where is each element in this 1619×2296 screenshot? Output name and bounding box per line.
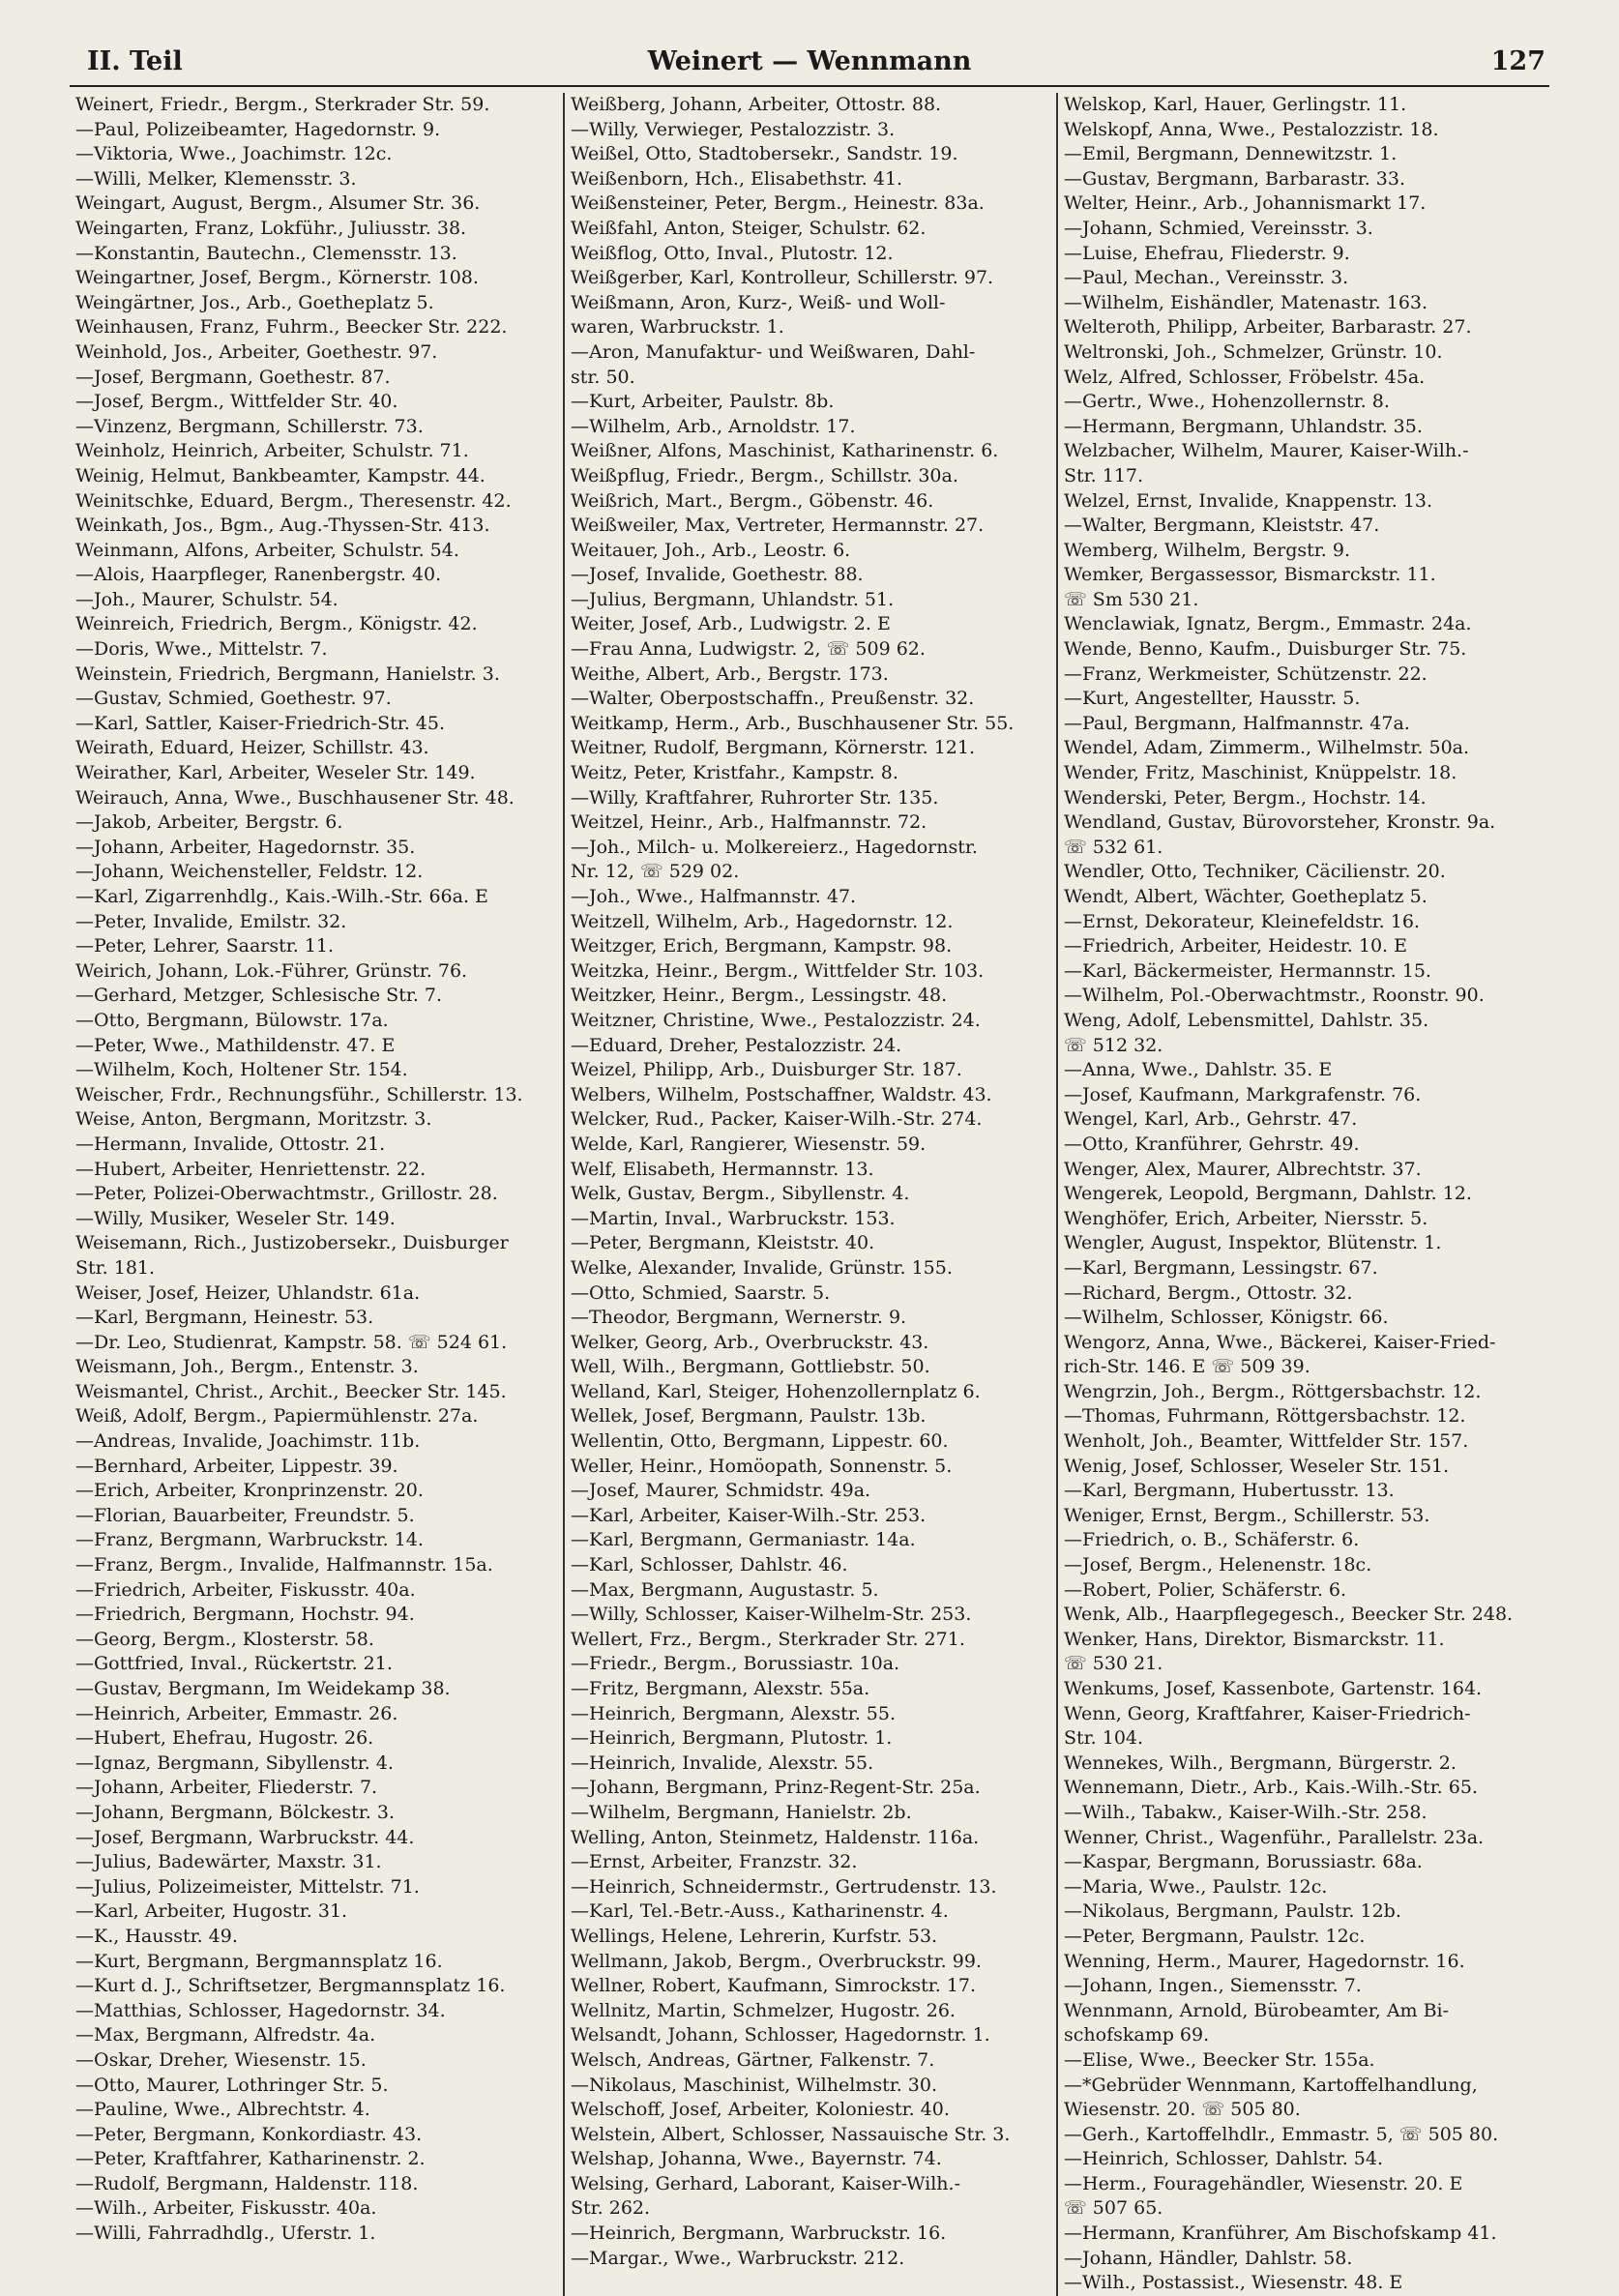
directory-entry: Welstein, Albert, Schlosser, Nassauische Str. 3. bbox=[571, 2123, 1011, 2145]
directory-entry: Wendland, Gustav, Bürovorsteher, Kronstr. 9a. bbox=[1064, 811, 1496, 834]
directory-entry: —Herm., Fouragehändler, Wiesenstr. 20. E bbox=[1064, 2172, 1463, 2194]
directory-entry: Welland, Karl, Steiger, Hohenzollernplatz 6. bbox=[571, 1380, 981, 1402]
directory-entry: —Georg, Bergm., Klosterstr. 58. bbox=[75, 1628, 374, 1650]
directory-entry: Welschoff, Josef, Arbeiter, Koloniestr. 40. bbox=[571, 2099, 950, 2121]
directory-entry: —Konstantin, Bautechn., Clemensstr. 13. bbox=[75, 242, 457, 264]
directory-entry: Weinstein, Friedrich, Bergmann, Hanielstr. 3. bbox=[75, 662, 500, 685]
directory-entry: —Otto, Maurer, Lothringer Str. 5. bbox=[75, 2074, 389, 2096]
directory-entry: —Thomas, Fuhrmann, Röttgersbachstr. 12. bbox=[1064, 1405, 1466, 1428]
directory-entry: Wellek, Josef, Bergmann, Paulstr. 13b. bbox=[571, 1405, 927, 1428]
page-number: 127 bbox=[1490, 46, 1545, 76]
directory-entry: Weitzka, Heinr., Bergm., Wittfelder Str. 103. bbox=[571, 959, 985, 982]
directory-entry: —Ignaz, Bergmann, Sibyllenstr. 4. bbox=[75, 1751, 394, 1774]
directory-entry: ☏ 507 65. bbox=[1064, 2197, 1163, 2220]
directory-entry: Weißner, Alfons, Maschinist, Katharinenstr. 6. bbox=[571, 440, 999, 462]
directory-entry: Welde, Karl, Rangierer, Wiesenstr. 59. bbox=[571, 1133, 927, 1155]
directory-entry: Str. 117. bbox=[1064, 464, 1144, 486]
directory-entry: —Joh., Wwe., Halfmannstr. 47. bbox=[571, 886, 857, 907]
directory-entry: —Kurt, Angestellter, Hausstr. 5. bbox=[1064, 688, 1361, 710]
directory-entry: —Peter, Kraftfahrer, Katharinenstr. 2. bbox=[75, 2148, 426, 2170]
part-label: II. Teil bbox=[87, 46, 183, 76]
directory-entry: Welteroth, Philipp, Arbeiter, Barbarastr. 27. bbox=[1064, 316, 1472, 339]
directory-entry: —Erich, Arbeiter, Kronprinzenstr. 20. bbox=[75, 1480, 424, 1502]
directory-entry: —Karl, Arbeiter, Hugostr. 31. bbox=[75, 1900, 348, 1923]
directory-entry: —Johann, Weichensteller, Feldstr. 12. bbox=[75, 861, 424, 883]
directory-entry: Wellings, Helene, Lehrerin, Kurfstr. 53. bbox=[571, 1925, 938, 1947]
directory-entry: Wenk, Alb., Haarpflegegesch., Beecker Str. 248. bbox=[1064, 1604, 1514, 1626]
directory-entry: Weißberg, Johann, Arbeiter, Ottostr. 88. bbox=[571, 94, 942, 115]
directory-entry: —Luise, Ehefrau, Fliederstr. 9. bbox=[1064, 242, 1350, 264]
directory-entry: Wenker, Hans, Direktor, Bismarckstr. 11. bbox=[1064, 1628, 1445, 1650]
directory-entry: —Gustav, Bergmann, Barbarastr. 33. bbox=[1064, 167, 1405, 190]
directory-entry: —Friedrich, Arbeiter, Fiskusstr. 40a. bbox=[75, 1578, 416, 1601]
directory-entry: —Paul, Bergmann, Halfmannstr. 47a. bbox=[1064, 712, 1410, 734]
directory-entry: —Peter, Polizei-Oberwachtmstr., Grillostr. 28. bbox=[75, 1183, 498, 1205]
directory-entry: ☏ 512 32. bbox=[1064, 1034, 1163, 1056]
directory-entry: Weinhold, Jos., Arbeiter, Goethestr. 97. bbox=[75, 340, 438, 363]
directory-entry: —Wilh., Arbeiter, Fiskusstr. 40a. bbox=[75, 2197, 377, 2220]
directory-entry: Weithe, Albert, Arb., Bergstr. 173. bbox=[571, 662, 889, 685]
directory-entry: Weinkath, Jos., Bgm., Aug.-Thyssen-Str. 413. bbox=[75, 515, 490, 537]
directory-entry: —Peter, Bergmann, Paulstr. 12c. bbox=[1064, 1925, 1366, 1947]
directory-entry: Weniger, Ernst, Bergm., Schillerstr. 53. bbox=[1064, 1504, 1430, 1526]
directory-entry: Weiß, Adolf, Bergm., Papiermühlenstr. 27a. bbox=[75, 1405, 479, 1428]
directory-entry: —Robert, Polier, Schäferstr. 6. bbox=[1064, 1578, 1347, 1601]
directory-entry: —Johann, Bergmann, Bölckestr. 3. bbox=[75, 1801, 395, 1823]
directory-entry: Weiser, Josef, Heizer, Uhlandstr. 61a. bbox=[75, 1281, 421, 1304]
directory-entry: —Margar., Wwe., Warbruckstr. 212. bbox=[571, 2247, 905, 2269]
directory-entry: —Wilh., Tabakw., Kaiser-Wilh.-Str. 258. bbox=[1064, 1801, 1428, 1823]
directory-entry: —Martin, Inval., Warbruckstr. 153. bbox=[571, 1207, 896, 1229]
column-middle bbox=[563, 93, 1056, 2296]
directory-entry: —Karl, Zigarrenhdlg., Kais.-Wilh.-Str. 66a. E bbox=[75, 886, 488, 907]
directory-entry: Weinmann, Alfons, Arbeiter, Schulstr. 54. bbox=[75, 539, 459, 561]
directory-entry: Wenderski, Peter, Bergm., Hochstr. 14. bbox=[1064, 786, 1427, 809]
name-range-heading: Weinert — Wennmann bbox=[647, 46, 972, 76]
directory-entry: —*Gebrüder Wennmann, Kartoffelhandlung, bbox=[1064, 2074, 1478, 2096]
directory-entry: Wendel, Adam, Zimmerm., Wilhelmstr. 50a. bbox=[1064, 737, 1470, 759]
directory-entry: —Friedr., Bergm., Borussiastr. 10a. bbox=[571, 1653, 900, 1675]
directory-entry: —Kaspar, Bergmann, Borussiastr. 68a. bbox=[1064, 1851, 1423, 1873]
directory-entry: —Hermann, Kranführer, Am Bischofskamp 41. bbox=[1064, 2222, 1497, 2245]
directory-entry: Wennmann, Arnold, Bürobeamter, Am Bi- bbox=[1064, 1999, 1450, 2021]
directory-entry: —Wilhelm, Pol.-Oberwachtmstr., Roonstr. 90. bbox=[1064, 985, 1485, 1007]
directory-entry: Welker, Georg, Arb., Overbruckstr. 43. bbox=[571, 1331, 929, 1353]
directory-entry: —Julius, Badewärter, Maxstr. 31. bbox=[75, 1851, 382, 1873]
directory-entry: Wenkums, Josef, Kassenbote, Gartenstr. 164. bbox=[1064, 1678, 1483, 1699]
directory-entry: Weirather, Karl, Arbeiter, Weseler Str. 149. bbox=[75, 762, 476, 784]
directory-entry: —Andreas, Invalide, Joachimstr. 11b. bbox=[75, 1430, 421, 1453]
directory-entry: Wendt, Albert, Wächter, Goetheplatz 5. bbox=[1064, 886, 1428, 907]
directory-entry: Weitkamp, Herm., Arb., Buschhausener Str. 55. bbox=[571, 712, 1015, 734]
directory-entry: —Johann, Arbeiter, Fliederstr. 7. bbox=[75, 1777, 378, 1799]
directory-entry: Weitauer, Joh., Arb., Leostr. 6. bbox=[571, 539, 851, 561]
directory-entry: —Josef, Bergmann, Goethestr. 87. bbox=[75, 366, 391, 388]
directory-entry: Wemker, Bergassessor, Bismarckstr. 11. bbox=[1064, 564, 1436, 586]
directory-entry: Weitzger, Erich, Bergmann, Kampstr. 98. bbox=[571, 935, 953, 957]
directory-entry: —Johann, Ingen., Siemensstr. 7. bbox=[1064, 1975, 1362, 1997]
directory-entry: waren, Warbruckstr. 1. bbox=[571, 316, 784, 339]
directory-entry: —Willy, Schlosser, Kaiser-Wilhelm-Str. 253. bbox=[571, 1604, 972, 1626]
directory-entry: —Gertr., Wwe., Hohenzollernstr. 8. bbox=[1064, 391, 1390, 413]
directory-entry: —Willy, Kraftfahrer, Ruhrorter Str. 135. bbox=[571, 786, 939, 809]
directory-entry: —Elise, Wwe., Beecker Str. 155a. bbox=[1064, 2048, 1375, 2071]
directory-entry: Weißfahl, Anton, Steiger, Schulstr. 62. bbox=[571, 217, 927, 239]
directory-entry: —Oskar, Dreher, Wiesenstr. 15. bbox=[75, 2048, 367, 2071]
directory-entry: Wennemann, Dietr., Arb., Kais.-Wilh.-Str. 65. bbox=[1064, 1777, 1478, 1799]
directory-entry: —Franz, Bergmann, Warbruckstr. 14. bbox=[75, 1529, 424, 1551]
directory-entry: Wendler, Otto, Techniker, Cäcilienstr. 20. bbox=[1064, 861, 1446, 883]
directory-entry: —Frau Anna, Ludwigstr. 2, ☏ 509 62. bbox=[571, 638, 926, 661]
directory-entry: —Gerh., Kartoffelhdlr., Emmastr. 5, ☏ 505 80. bbox=[1064, 2123, 1499, 2145]
directory-entry: —Joh., Maurer, Schulstr. 54. bbox=[75, 588, 339, 610]
directory-entry: Weinhausen, Franz, Fuhrm., Beecker Str. 222. bbox=[75, 316, 508, 339]
directory-entry: Welbers, Wilhelm, Postschaffner, Waldstr. 43. bbox=[571, 1083, 992, 1105]
directory-entry: Weißflog, Otto, Inval., Plutostr. 12. bbox=[571, 242, 894, 264]
directory-entry: Weismann, Joh., Bergm., Entenstr. 3. bbox=[75, 1356, 419, 1378]
directory-entry: Wender, Fritz, Maschinist, Knüppelstr. 18. bbox=[1064, 762, 1457, 784]
directory-entry: str. 50. bbox=[571, 366, 635, 388]
directory-entry: —Walter, Bergmann, Kleiststr. 47. bbox=[1064, 515, 1380, 537]
directory-entry: —Heinrich, Schlosser, Dahlstr. 54. bbox=[1064, 2148, 1384, 2170]
directory-entry: Wengler, August, Inspektor, Blütenstr. 1. bbox=[1064, 1232, 1442, 1254]
directory-entry: Weißpflug, Friedr., Bergm., Schillstr. 30a. bbox=[571, 464, 958, 486]
directory-entry: Weingarten, Franz, Lokführ., Juliusstr. 38. bbox=[75, 217, 467, 239]
directory-entry: —Eduard, Dreher, Pestalozzistr. 24. bbox=[571, 1034, 902, 1056]
directory-entry: —Peter, Lehrer, Saarstr. 11. bbox=[75, 935, 335, 957]
directory-entry: —Bernhard, Arbeiter, Lippestr. 39. bbox=[75, 1455, 398, 1477]
directory-entry: Weng, Adolf, Lebensmittel, Dahlstr. 35. bbox=[1064, 1009, 1429, 1031]
directory-entry: —Karl, Sattler, Kaiser-Friedrich-Str. 45. bbox=[75, 712, 446, 734]
directory-entry: Str. 181. bbox=[75, 1256, 156, 1279]
directory-entry: Str. 262. bbox=[571, 2197, 651, 2220]
directory-entry: —K., Hausstr. 49. bbox=[75, 1925, 238, 1947]
directory-entry: Weitz, Peter, Kristfahr., Kampstr. 8. bbox=[571, 762, 898, 784]
directory-entry: —Otto, Schmied, Saarstr. 5. bbox=[571, 1281, 831, 1304]
column-right bbox=[1056, 93, 1549, 2296]
directory-entry: Weißweiler, Max, Vertreter, Hermannstr. 27. bbox=[571, 515, 985, 537]
directory-entry: Wenner, Christ., Wagenführ., Parallelstr. 23a. bbox=[1064, 1826, 1485, 1848]
directory-entry: Welskopf, Anna, Wwe., Pestalozzistr. 18. bbox=[1064, 118, 1439, 140]
directory-entry: Weinholz, Heinrich, Arbeiter, Schulstr. 71. bbox=[75, 440, 469, 462]
directory-entry: —Rudolf, Bergmann, Haldenstr. 118. bbox=[75, 2172, 419, 2194]
directory-entry: Weißmann, Aron, Kurz-, Weiß- und Woll- bbox=[571, 291, 946, 313]
directory-entry: Wellnitz, Martin, Schmelzer, Hugostr. 26. bbox=[571, 1999, 956, 2021]
directory-columns bbox=[70, 93, 1549, 2296]
directory-entry: Weitzel, Heinr., Arb., Halfmannstr. 72. bbox=[571, 811, 927, 834]
directory-entry: —Heinrich, Bergmann, Alexstr. 55. bbox=[571, 1702, 897, 1724]
directory-entry: —Friedrich, Bergmann, Hochstr. 94. bbox=[75, 1604, 415, 1626]
directory-entry: —Anna, Wwe., Dahlstr. 35. E bbox=[1064, 1059, 1333, 1081]
directory-entry: Weitner, Rudolf, Bergmann, Körnerstr. 121. bbox=[571, 737, 976, 759]
directory-entry: —Aron, Manufaktur- und Weißwaren, Dahl- bbox=[571, 340, 976, 363]
directory-entry: Weinig, Helmut, Bankbeamter, Kampstr. 44. bbox=[75, 464, 486, 486]
directory-entry: Str. 104. bbox=[1064, 1727, 1144, 1750]
directory-entry: Weinreich, Friedrich, Bergm., Königstr. 42. bbox=[75, 613, 478, 635]
directory-entry: Wellert, Frz., Bergm., Sterkrader Str. 271. bbox=[571, 1628, 965, 1650]
directory-entry: —Alois, Haarpfleger, Ranenbergstr. 40. bbox=[75, 564, 442, 586]
directory-entry: Welsch, Andreas, Gärtner, Falkenstr. 7. bbox=[571, 2048, 935, 2071]
directory-entry: —Gottfried, Inval., Rückertstr. 21. bbox=[75, 1653, 393, 1675]
directory-entry: Weizel, Philipp, Arb., Duisburger Str. 187. bbox=[571, 1059, 962, 1081]
directory-entry: —Franz, Werkmeister, Schützenstr. 22. bbox=[1064, 662, 1428, 685]
directory-entry: Welsandt, Johann, Schlosser, Hagedornstr. 1. bbox=[571, 2024, 990, 2046]
directory-entry: Wenclawiak, Ignatz, Bergm., Emmastr. 24a. bbox=[1064, 613, 1472, 635]
directory-entry: Wengorz, Anna, Wwe., Bäckerei, Kaiser-Fried- bbox=[1064, 1331, 1496, 1353]
directory-entry: —Johann, Schmied, Vereinsstr. 3. bbox=[1064, 217, 1373, 239]
directory-entry: —Nikolaus, Maschinist, Wilhelmstr. 30. bbox=[571, 2074, 937, 2096]
directory-entry: Weltronski, Joh., Schmelzer, Grünstr. 10. bbox=[1064, 340, 1443, 363]
directory-entry: Nr. 12, ☏ 529 02. bbox=[571, 861, 740, 883]
directory-entry: —Otto, Kranführer, Gehrstr. 49. bbox=[1064, 1133, 1360, 1155]
directory-entry: —Vinzenz, Bergmann, Schillerstr. 73. bbox=[75, 415, 424, 437]
directory-entry: ☏ 530 21. bbox=[1064, 1653, 1163, 1675]
directory-entry: Weismantel, Christ., Archit., Beecker Str. 145. bbox=[75, 1380, 507, 1402]
directory-entry: Wenning, Herm., Maurer, Hagedornstr. 16. bbox=[1064, 1950, 1465, 1972]
directory-entry: —Kurt d. J., Schriftsetzer, Bergmannsplatz 16. bbox=[75, 1975, 506, 1997]
directory-entry: —Peter, Wwe., Mathildenstr. 47. E bbox=[75, 1034, 396, 1056]
directory-entry: —Doris, Wwe., Mittelstr. 7. bbox=[75, 638, 328, 661]
directory-entry: —Max, Bergmann, Augustastr. 5. bbox=[571, 1578, 879, 1601]
directory-entry: Welskop, Karl, Hauer, Gerlingstr. 11. bbox=[1064, 94, 1407, 115]
directory-entry: Weisemann, Rich., Justizobersekr., Duisburger bbox=[75, 1232, 509, 1254]
directory-entry: —Theodor, Bergmann, Wernerstr. 9. bbox=[571, 1307, 907, 1329]
directory-entry: —Karl, Tel.-Betr.-Auss., Katharinenstr. 4. bbox=[571, 1900, 949, 1923]
page-header bbox=[70, 39, 1549, 87]
directory-entry: —Josef, Bergmann, Warbruckstr. 44. bbox=[75, 1826, 415, 1848]
directory-entry: —Josef, Kaufmann, Markgrafenstr. 76. bbox=[1064, 1083, 1422, 1105]
directory-entry: —Matthias, Schlosser, Hagedornstr. 34. bbox=[75, 1999, 446, 2021]
directory-entry: Weingärtner, Jos., Arb., Goetheplatz 5. bbox=[75, 291, 434, 313]
directory-entry: —Richard, Bergm., Ottostr. 32. bbox=[1064, 1281, 1353, 1304]
directory-entry: Wenghöfer, Erich, Arbeiter, Niersstr. 5. bbox=[1064, 1207, 1428, 1229]
directory-entry: —Josef, Maurer, Schmidstr. 49a. bbox=[571, 1480, 871, 1502]
directory-entry: —Paul, Polizeibeamter, Hagedornstr. 9. bbox=[75, 118, 441, 140]
directory-entry: Weißensteiner, Peter, Bergm., Heinestr. 83a. bbox=[571, 192, 985, 215]
directory-entry: Weitzell, Wilhelm, Arb., Hagedornstr. 12. bbox=[571, 910, 954, 932]
directory-entry: Wenn, Georg, Kraftfahrer, Kaiser-Friedrich- bbox=[1064, 1702, 1471, 1724]
directory-entry: —Heinrich, Arbeiter, Emmastr. 26. bbox=[75, 1702, 398, 1724]
directory-entry: —Gerhard, Metzger, Schlesische Str. 7. bbox=[75, 985, 443, 1007]
directory-entry: Weirath, Eduard, Heizer, Schillstr. 43. bbox=[75, 737, 429, 759]
directory-entry: —Florian, Bauarbeiter, Freundstr. 5. bbox=[75, 1504, 415, 1526]
directory-entry: —Kurt, Bergmann, Bergmannsplatz 16. bbox=[75, 1950, 443, 1972]
directory-entry: Weirauch, Anna, Wwe., Buschhausener Str. 48. bbox=[75, 786, 515, 809]
directory-entry: rich-Str. 146. E ☏ 509 39. bbox=[1064, 1356, 1310, 1378]
directory-entry: Wengerek, Leopold, Bergmann, Dahlstr. 12. bbox=[1064, 1183, 1472, 1205]
directory-entry: Welzel, Ernst, Invalide, Knappenstr. 13. bbox=[1064, 489, 1433, 512]
directory-entry: Welling, Anton, Steinmetz, Haldenstr. 116a. bbox=[571, 1826, 980, 1848]
directory-entry: —Karl, Bergmann, Heinestr. 53. bbox=[75, 1307, 374, 1329]
directory-entry: Welke, Alexander, Invalide, Grünstr. 155. bbox=[571, 1256, 953, 1279]
directory-entry: —Kurt, Arbeiter, Paulstr. 8b. bbox=[571, 391, 835, 413]
directory-entry: Wenholt, Joh., Beamter, Wittfelder Str. 157. bbox=[1064, 1430, 1469, 1453]
directory-entry: —Karl, Bergmann, Hubertusstr. 13. bbox=[1064, 1480, 1395, 1502]
directory-entry: —Pauline, Wwe., Albrechtstr. 4. bbox=[75, 2099, 370, 2121]
directory-entry: —Gustav, Bergmann, Im Weidekamp 38. bbox=[75, 1678, 451, 1699]
directory-entry: —Heinrich, Schneidermstr., Gertrudenstr. 13. bbox=[571, 1875, 997, 1898]
directory-entry: —Jakob, Arbeiter, Bergstr. 6. bbox=[75, 811, 343, 834]
directory-entry: —Wilhelm, Schlosser, Königstr. 66. bbox=[1064, 1307, 1389, 1329]
directory-entry: —Johann, Bergmann, Prinz-Regent-Str. 25a. bbox=[571, 1777, 981, 1799]
directory-entry: —Dr. Leo, Studienrat, Kampstr. 58. ☏ 524 61. bbox=[75, 1331, 508, 1353]
directory-entry: —Maria, Wwe., Paulstr. 12c. bbox=[1064, 1875, 1328, 1898]
directory-entry: —Karl, Bergmann, Lessingstr. 67. bbox=[1064, 1256, 1378, 1279]
directory-entry: Welzbacher, Wilhelm, Maurer, Kaiser-Wilh.- bbox=[1064, 440, 1469, 462]
directory-entry: Weinitschke, Eduard, Bergm., Theresenstr. 42. bbox=[75, 489, 512, 512]
directory-entry: —Emil, Bergmann, Dennewitzstr. 1. bbox=[1064, 143, 1398, 165]
directory-entry: —Willi, Melker, Klemensstr. 3. bbox=[75, 167, 357, 190]
directory-entry: —Wilhelm, Eishändler, Matenastr. 163. bbox=[1064, 291, 1428, 313]
directory-entry: Wenig, Josef, Schlosser, Weseler Str. 151. bbox=[1064, 1455, 1450, 1477]
directory-entry: —Willi, Fahrradhdlg., Uferstr. 1. bbox=[75, 2222, 376, 2245]
directory-entry: Weitzner, Christine, Wwe., Pestalozzistr. 24. bbox=[571, 1009, 981, 1031]
column-left bbox=[70, 93, 563, 2296]
directory-entry: Weitzker, Heinr., Bergm., Lessingstr. 48. bbox=[571, 985, 948, 1007]
directory-entry: Weißrich, Mart., Bergm., Göbenstr. 46. bbox=[571, 489, 934, 512]
directory-entry: Wellentin, Otto, Bergmann, Lippestr. 60. bbox=[571, 1430, 949, 1453]
directory-entry: Welf, Elisabeth, Hermannstr. 13. bbox=[571, 1158, 874, 1180]
directory-entry: Welz, Alfred, Schlosser, Fröbelstr. 45a. bbox=[1064, 366, 1426, 388]
directory-entry: Weißenborn, Hch., Elisabethstr. 41. bbox=[571, 167, 903, 190]
directory-entry: Welter, Heinr., Arb., Johannismarkt 17. bbox=[1064, 192, 1427, 215]
directory-entry: —Franz, Bergm., Invalide, Halfmannstr. 15a. bbox=[75, 1554, 493, 1576]
directory-entry: ☏ 532 61. bbox=[1064, 836, 1163, 858]
directory-entry: —Heinrich, Invalide, Alexstr. 55. bbox=[571, 1751, 874, 1774]
directory-entry: —Wilh., Postassist., Wiesenstr. 48. E bbox=[1064, 2272, 1403, 2294]
directory-entry: —Hermann, Bergmann, Uhlandstr. 35. bbox=[1064, 415, 1423, 437]
directory-entry: —Willy, Musiker, Weseler Str. 149. bbox=[75, 1207, 396, 1229]
directory-entry: Wende, Benno, Kaufm., Duisburger Str. 75. bbox=[1064, 638, 1467, 661]
directory-entry: Wengel, Karl, Arb., Gehrstr. 47. bbox=[1064, 1108, 1358, 1131]
directory-entry: Weller, Heinr., Homöopath, Sonnenstr. 5. bbox=[571, 1455, 953, 1477]
directory-entry: Wengrzin, Joh., Bergm., Röttgersbachstr. 12. bbox=[1064, 1380, 1482, 1402]
directory-entry: Weißgerber, Karl, Kontrolleur, Schillerstr. 97. bbox=[571, 267, 994, 289]
directory-entry: Wellner, Robert, Kaufmann, Simrockstr. 17. bbox=[571, 1975, 977, 1997]
directory-entry: —Wilhelm, Koch, Holtener Str. 154. bbox=[75, 1059, 408, 1081]
directory-entry: —Peter, Invalide, Emilstr. 32. bbox=[75, 910, 347, 932]
directory-entry: —Viktoria, Wwe., Joachimstr. 12c. bbox=[75, 143, 393, 165]
directory-entry: Wiesenstr. 20. ☏ 505 80. bbox=[1064, 2099, 1301, 2121]
directory-entry: —Hubert, Ehefrau, Hugostr. 26. bbox=[75, 1727, 374, 1750]
directory-entry: —Karl, Bergmann, Germaniastr. 14a. bbox=[571, 1529, 916, 1551]
directory-entry: —Peter, Bergmann, Konkordiastr. 43. bbox=[75, 2123, 423, 2145]
directory-entry: —Friedrich, Arbeiter, Heidestr. 10. E bbox=[1064, 935, 1407, 957]
directory-entry: —Max, Bergmann, Alfredstr. 4a. bbox=[75, 2024, 376, 2046]
directory-entry: —Wilhelm, Bergmann, Hanielstr. 2b. bbox=[571, 1801, 912, 1823]
directory-entry: —Julius, Polizeimeister, Mittelstr. 71. bbox=[75, 1875, 420, 1898]
directory-entry: —Joh., Milch- u. Molkereierz., Hagedornstr. bbox=[571, 836, 978, 858]
directory-entry: Weißel, Otto, Stadtobersekr., Sandstr. 19. bbox=[571, 143, 958, 165]
directory-entry: —Hermann, Invalide, Ottostr. 21. bbox=[75, 1133, 386, 1155]
directory-entry: —Nikolaus, Bergmann, Paulstr. 12b. bbox=[1064, 1900, 1401, 1923]
directory-entry: —Ernst, Dekorateur, Kleinefeldstr. 16. bbox=[1064, 910, 1420, 932]
directory-entry: —Wilhelm, Arb., Arnoldstr. 17. bbox=[571, 415, 856, 437]
directory-entry: —Karl, Bäckermeister, Hermannstr. 15. bbox=[1064, 959, 1431, 982]
directory-entry: —Peter, Bergmann, Kleiststr. 40. bbox=[571, 1232, 875, 1254]
directory-entry: Weiter, Josef, Arb., Ludwigstr. 2. E bbox=[571, 613, 891, 635]
directory-entry: —Heinrich, Bergmann, Plutostr. 1. bbox=[571, 1727, 893, 1750]
directory-entry: —Karl, Arbeiter, Kaiser-Wilh.-Str. 253. bbox=[571, 1504, 927, 1526]
directory-entry: —Fritz, Bergmann, Alexstr. 55a. bbox=[571, 1678, 870, 1699]
directory-entry: —Gustav, Schmied, Goethestr. 97. bbox=[75, 688, 392, 710]
directory-entry: Wenger, Alex, Maurer, Albrechtstr. 37. bbox=[1064, 1158, 1422, 1180]
directory-entry: —Johann, Händler, Dahlstr. 58. bbox=[1064, 2247, 1353, 2269]
directory-entry: Weinert, Friedr., Bergm., Sterkrader Str. 59. bbox=[75, 94, 490, 115]
directory-entry: Wellmann, Jakob, Bergm., Overbruckstr. 99. bbox=[571, 1950, 982, 1972]
directory-entry: —Paul, Mechan., Vereinsstr. 3. bbox=[1064, 267, 1349, 289]
directory-entry: Weingart, August, Bergm., Alsumer Str. 36. bbox=[75, 192, 481, 215]
directory-entry: —Friedrich, o. B., Schäferstr. 6. bbox=[1064, 1529, 1360, 1551]
directory-entry: Welk, Gustav, Bergm., Sibyllenstr. 4. bbox=[571, 1183, 910, 1205]
directory-entry: Wemberg, Wilhelm, Bergstr. 9. bbox=[1064, 539, 1351, 561]
directory-entry: —Karl, Schlosser, Dahlstr. 46. bbox=[571, 1554, 848, 1576]
directory-entry: —Heinrich, Bergmann, Warbruckstr. 16. bbox=[571, 2222, 947, 2245]
directory-entry: —Josef, Bergm., Helenenstr. 18c. bbox=[1064, 1554, 1372, 1576]
directory-entry: Welcker, Rud., Packer, Kaiser-Wilh.-Str. 274. bbox=[571, 1108, 983, 1131]
directory-entry: Welsing, Gerhard, Laborant, Kaiser-Wilh.- bbox=[571, 2172, 961, 2194]
directory-entry: —Josef, Bergm., Wittfelder Str. 40. bbox=[75, 391, 398, 413]
directory-entry: Weischer, Frdr., Rechnungsführ., Schillerstr. 13. bbox=[75, 1083, 523, 1105]
directory-entry: ☏ Sm 530 21. bbox=[1064, 588, 1199, 610]
directory-entry: —Otto, Bergmann, Bülowstr. 17a. bbox=[75, 1009, 389, 1031]
directory-entry: —Hubert, Arbeiter, Henriettenstr. 22. bbox=[75, 1158, 427, 1180]
directory-entry: schofskamp 69. bbox=[1064, 2024, 1210, 2046]
directory-entry: Weirich, Johann, Lok.-Führer, Grünstr. 76. bbox=[75, 959, 468, 982]
directory-entry: —Ernst, Arbeiter, Franzstr. 32. bbox=[571, 1851, 858, 1873]
directory-entry: —Julius, Bergmann, Uhlandstr. 51. bbox=[571, 588, 895, 610]
directory-entry: —Johann, Arbeiter, Hagedornstr. 35. bbox=[75, 836, 416, 858]
directory-entry: Welshap, Johanna, Wwe., Bayernstr. 74. bbox=[571, 2148, 942, 2170]
directory-entry: —Willy, Verwieger, Pestalozzistr. 3. bbox=[571, 118, 896, 140]
directory-entry: Weise, Anton, Bergmann, Moritzstr. 3. bbox=[75, 1108, 432, 1131]
directory-entry: —Josef, Invalide, Goethestr. 88. bbox=[571, 564, 864, 586]
directory-entry: Well, Wilh., Bergmann, Gottliebstr. 50. bbox=[571, 1356, 930, 1378]
directory-entry: —Walter, Oberpostschaffn., Preußenstr. 32. bbox=[571, 688, 975, 710]
directory-entry: Wennekes, Wilh., Bergmann, Bürgerstr. 2. bbox=[1064, 1751, 1457, 1774]
directory-entry: Weingartner, Josef, Bergm., Körnerstr. 108. bbox=[75, 267, 479, 289]
